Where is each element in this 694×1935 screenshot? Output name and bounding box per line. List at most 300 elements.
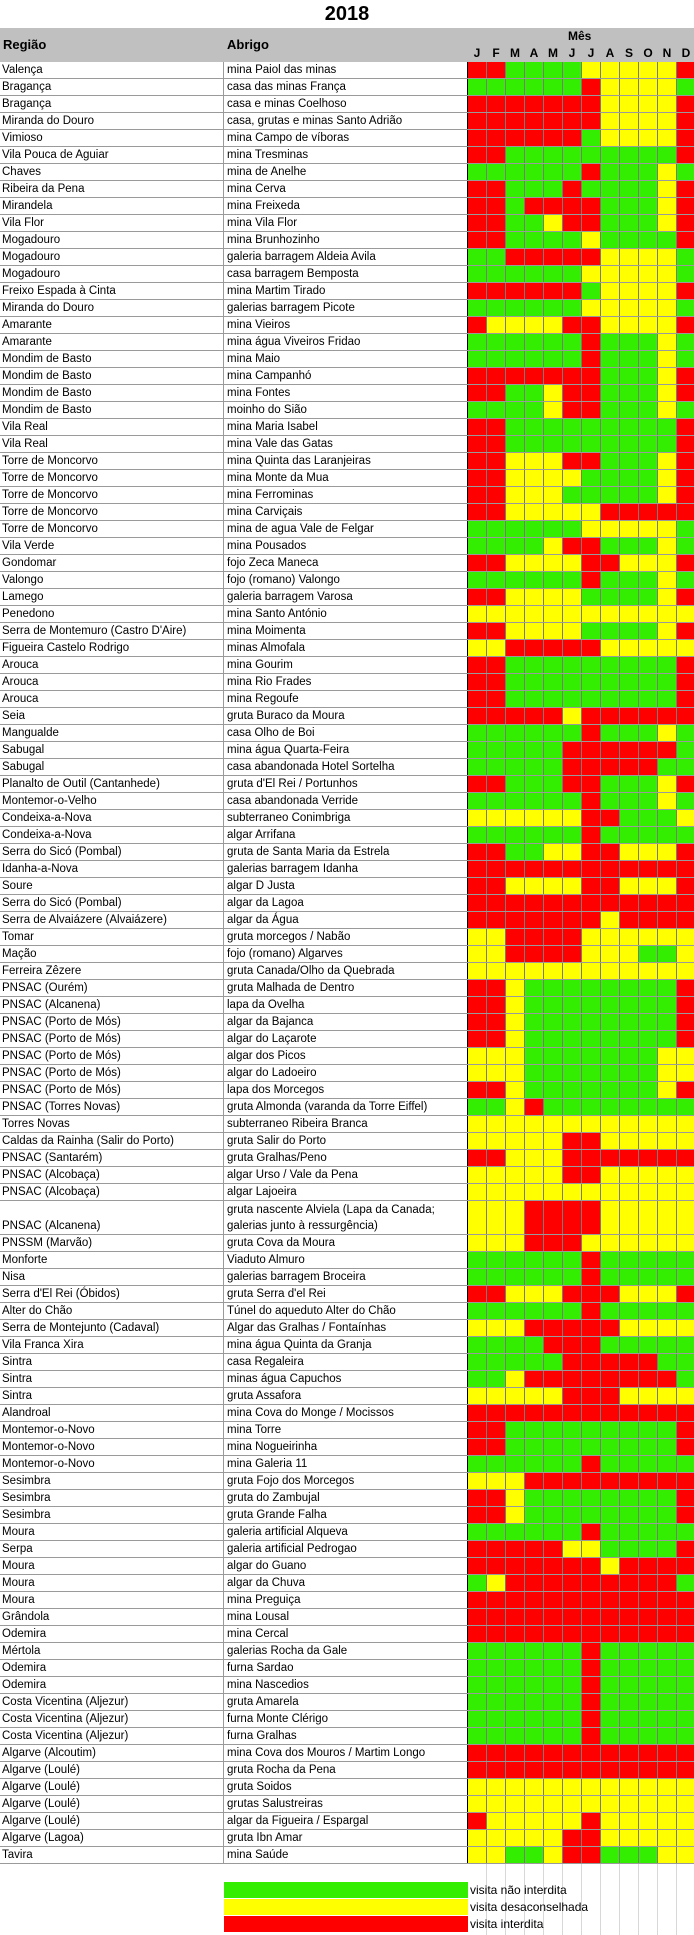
month-status-cell[interactable]: [468, 1558, 487, 1574]
month-status-cell[interactable]: [658, 1048, 677, 1064]
month-status-cell[interactable]: [639, 878, 658, 894]
cell-regiao[interactable]: Planalto de Outil (Cantanhede): [0, 776, 224, 792]
month-status-cell[interactable]: [544, 1014, 563, 1030]
month-status-cell[interactable]: [658, 1473, 677, 1489]
month-status-cell[interactable]: [544, 113, 563, 129]
month-status-cell[interactable]: [487, 1830, 506, 1846]
month-status-cell[interactable]: [468, 164, 487, 180]
month-status-cell[interactable]: [620, 1184, 639, 1200]
cell-abrigo[interactable]: Algar das Gralhas / Fontaínhas: [224, 1320, 468, 1336]
month-status-cell[interactable]: [506, 1813, 525, 1829]
cell-regiao[interactable]: PNSAC (Alcobaça): [0, 1167, 224, 1183]
cell-abrigo[interactable]: mina água Viveiros Fridao: [224, 334, 468, 350]
month-status-cell[interactable]: [487, 130, 506, 146]
month-status-cell[interactable]: [487, 1490, 506, 1506]
month-status-cell[interactable]: [620, 1048, 639, 1064]
month-status-cell[interactable]: [639, 334, 658, 350]
month-status-cell[interactable]: [601, 1813, 620, 1829]
month-status-cell[interactable]: [582, 708, 601, 724]
month-status-cell[interactable]: [658, 1439, 677, 1455]
month-status-cell[interactable]: [601, 1133, 620, 1149]
cell-abrigo[interactable]: galeria barragem Aldeia Avila: [224, 249, 468, 265]
month-status-cell[interactable]: [601, 1847, 620, 1863]
month-status-cell[interactable]: [506, 1558, 525, 1574]
month-status-cell[interactable]: [525, 929, 544, 945]
cell-abrigo[interactable]: gruta morcegos / Nabão: [224, 929, 468, 945]
month-status-cell[interactable]: [620, 283, 639, 299]
month-status-cell[interactable]: [639, 623, 658, 639]
month-status-cell[interactable]: [658, 1694, 677, 1710]
month-status-cell[interactable]: [563, 130, 582, 146]
month-status-cell[interactable]: [525, 1235, 544, 1251]
month-status-cell[interactable]: [544, 62, 563, 78]
cell-regiao[interactable]: Vila Flor: [0, 215, 224, 231]
month-status-cell[interactable]: [677, 96, 694, 112]
month-status-cell[interactable]: [487, 1677, 506, 1693]
month-status-cell[interactable]: [487, 1252, 506, 1268]
month-status-cell[interactable]: [658, 521, 677, 537]
month-status-cell[interactable]: [601, 963, 620, 979]
month-status-cell[interactable]: [582, 572, 601, 588]
month-status-cell[interactable]: [506, 1065, 525, 1081]
month-status-cell[interactable]: [582, 742, 601, 758]
month-status-cell[interactable]: [639, 674, 658, 690]
month-status-cell[interactable]: [487, 606, 506, 622]
month-status-cell[interactable]: [639, 1201, 658, 1234]
month-status-cell[interactable]: [468, 147, 487, 163]
cell-regiao[interactable]: Seia: [0, 708, 224, 724]
month-status-cell[interactable]: [487, 657, 506, 673]
month-status-cell[interactable]: [601, 368, 620, 384]
month-status-cell[interactable]: [544, 980, 563, 996]
month-status-cell[interactable]: [544, 1065, 563, 1081]
month-status-cell[interactable]: [582, 997, 601, 1013]
month-status-cell[interactable]: [677, 1677, 694, 1693]
month-status-cell[interactable]: [601, 878, 620, 894]
month-status-cell[interactable]: [506, 963, 525, 979]
month-status-cell[interactable]: [639, 1830, 658, 1846]
month-status-cell[interactable]: [601, 861, 620, 877]
month-status-cell[interactable]: [544, 300, 563, 316]
month-status-cell[interactable]: [468, 1473, 487, 1489]
month-status-cell[interactable]: [468, 1677, 487, 1693]
month-status-cell[interactable]: [658, 997, 677, 1013]
month-status-cell[interactable]: [601, 1201, 620, 1234]
month-status-cell[interactable]: [468, 1201, 487, 1234]
cell-regiao[interactable]: Monforte: [0, 1252, 224, 1268]
month-status-cell[interactable]: [525, 113, 544, 129]
month-status-cell[interactable]: [601, 164, 620, 180]
month-status-cell[interactable]: [658, 1354, 677, 1370]
month-status-cell[interactable]: [639, 147, 658, 163]
month-status-cell[interactable]: [487, 1643, 506, 1659]
month-status-cell[interactable]: [525, 317, 544, 333]
month-status-cell[interactable]: [487, 1524, 506, 1540]
month-status-cell[interactable]: [506, 453, 525, 469]
cell-regiao[interactable]: Condeixa-a-Nova: [0, 827, 224, 843]
month-status-cell[interactable]: [468, 1048, 487, 1064]
month-status-cell[interactable]: [544, 674, 563, 690]
month-status-cell[interactable]: [620, 1337, 639, 1353]
month-status-cell[interactable]: [487, 1048, 506, 1064]
month-status-cell[interactable]: [468, 96, 487, 112]
month-status-cell[interactable]: [639, 606, 658, 622]
month-status-cell[interactable]: [544, 1354, 563, 1370]
month-status-cell[interactable]: [639, 1065, 658, 1081]
month-status-cell[interactable]: [468, 538, 487, 554]
month-status-cell[interactable]: [563, 1235, 582, 1251]
month-status-cell[interactable]: [620, 708, 639, 724]
month-status-cell[interactable]: [487, 1405, 506, 1421]
month-status-cell[interactable]: [525, 946, 544, 962]
month-status-cell[interactable]: [487, 1507, 506, 1523]
month-status-cell[interactable]: [544, 708, 563, 724]
month-status-cell[interactable]: [639, 351, 658, 367]
month-status-cell[interactable]: [601, 1524, 620, 1540]
month-status-cell[interactable]: [468, 79, 487, 95]
month-status-cell[interactable]: [658, 1592, 677, 1608]
month-status-cell[interactable]: [563, 283, 582, 299]
month-status-cell[interactable]: [639, 895, 658, 911]
month-status-cell[interactable]: [601, 1439, 620, 1455]
month-status-cell[interactable]: [601, 1422, 620, 1438]
cell-regiao[interactable]: Mogadouro: [0, 232, 224, 248]
month-status-cell[interactable]: [601, 1558, 620, 1574]
month-status-cell[interactable]: [487, 62, 506, 78]
month-status-cell[interactable]: [620, 844, 639, 860]
cell-abrigo[interactable]: subterraneo Ribeira Branca: [224, 1116, 468, 1132]
month-status-cell[interactable]: [658, 861, 677, 877]
month-status-cell[interactable]: [506, 759, 525, 775]
month-status-cell[interactable]: [658, 1524, 677, 1540]
month-status-cell[interactable]: [506, 1286, 525, 1302]
month-status-cell[interactable]: [582, 283, 601, 299]
month-status-cell[interactable]: [658, 827, 677, 843]
month-status-cell[interactable]: [506, 1609, 525, 1625]
month-status-cell[interactable]: [582, 623, 601, 639]
cell-regiao[interactable]: Mogadouro: [0, 249, 224, 265]
month-status-cell[interactable]: [620, 1847, 639, 1863]
cell-abrigo[interactable]: gruta Malhada de Dentro: [224, 980, 468, 996]
month-status-cell[interactable]: [620, 1252, 639, 1268]
month-status-cell[interactable]: [658, 1116, 677, 1132]
month-status-cell[interactable]: [468, 929, 487, 945]
month-status-cell[interactable]: [639, 776, 658, 792]
month-status-cell[interactable]: [544, 334, 563, 350]
month-status-cell[interactable]: [620, 79, 639, 95]
month-status-cell[interactable]: [639, 912, 658, 928]
month-status-cell[interactable]: [563, 844, 582, 860]
month-status-cell[interactable]: [563, 589, 582, 605]
month-status-cell[interactable]: [677, 1660, 694, 1676]
month-status-cell[interactable]: [658, 1303, 677, 1319]
month-status-cell[interactable]: [620, 147, 639, 163]
month-status-cell[interactable]: [563, 1320, 582, 1336]
month-status-cell[interactable]: [601, 1354, 620, 1370]
month-status-cell[interactable]: [468, 1082, 487, 1098]
month-status-cell[interactable]: [582, 1235, 601, 1251]
month-status-cell[interactable]: [639, 844, 658, 860]
month-status-cell[interactable]: [620, 419, 639, 435]
month-status-cell[interactable]: [525, 521, 544, 537]
month-status-cell[interactable]: [601, 1541, 620, 1557]
month-status-cell[interactable]: [506, 1779, 525, 1795]
month-status-cell[interactable]: [468, 368, 487, 384]
month-status-cell[interactable]: [639, 1252, 658, 1268]
month-status-cell[interactable]: [544, 1303, 563, 1319]
month-status-cell[interactable]: [487, 1626, 506, 1642]
month-status-cell[interactable]: [582, 436, 601, 452]
month-status-cell[interactable]: [525, 776, 544, 792]
month-status-cell[interactable]: [525, 266, 544, 282]
month-status-cell[interactable]: [487, 708, 506, 724]
month-status-cell[interactable]: [677, 368, 694, 384]
month-status-cell[interactable]: [468, 674, 487, 690]
month-status-cell[interactable]: [563, 1252, 582, 1268]
month-status-cell[interactable]: [620, 317, 639, 333]
month-status-cell[interactable]: [544, 793, 563, 809]
cell-abrigo[interactable]: algar Arrifana: [224, 827, 468, 843]
month-status-cell[interactable]: [544, 742, 563, 758]
month-status-cell[interactable]: [582, 946, 601, 962]
month-status-cell[interactable]: [620, 759, 639, 775]
month-status-cell[interactable]: [544, 1490, 563, 1506]
cell-regiao[interactable]: PNSAC (Porto de Mós): [0, 1065, 224, 1081]
month-status-cell[interactable]: [468, 946, 487, 962]
month-status-cell[interactable]: [620, 1133, 639, 1149]
month-status-cell[interactable]: [563, 1422, 582, 1438]
month-status-cell[interactable]: [506, 504, 525, 520]
month-status-cell[interactable]: [677, 1252, 694, 1268]
month-status-cell[interactable]: [582, 963, 601, 979]
month-status-cell[interactable]: [468, 1609, 487, 1625]
month-status-cell[interactable]: [620, 742, 639, 758]
month-status-cell[interactable]: [601, 912, 620, 928]
cell-regiao[interactable]: PNSAC (Alcobaça): [0, 1184, 224, 1200]
month-status-cell[interactable]: [563, 1337, 582, 1353]
month-status-cell[interactable]: [620, 1677, 639, 1693]
month-status-cell[interactable]: [506, 1201, 525, 1234]
month-status-cell[interactable]: [468, 878, 487, 894]
month-status-cell[interactable]: [677, 742, 694, 758]
month-status-cell[interactable]: [468, 215, 487, 231]
month-status-cell[interactable]: [620, 861, 639, 877]
month-status-cell[interactable]: [544, 623, 563, 639]
cell-abrigo[interactable]: algar da Figueira / Espargal: [224, 1813, 468, 1829]
month-status-cell[interactable]: [563, 963, 582, 979]
month-status-cell[interactable]: [658, 317, 677, 333]
month-status-cell[interactable]: [677, 691, 694, 707]
month-status-cell[interactable]: [601, 1235, 620, 1251]
month-status-cell[interactable]: [487, 572, 506, 588]
month-status-cell[interactable]: [677, 1626, 694, 1642]
month-status-cell[interactable]: [563, 980, 582, 996]
month-status-cell[interactable]: [506, 1031, 525, 1047]
month-status-cell[interactable]: [639, 1847, 658, 1863]
month-status-cell[interactable]: [620, 1575, 639, 1591]
month-status-cell[interactable]: [677, 436, 694, 452]
month-status-cell[interactable]: [639, 1337, 658, 1353]
month-status-cell[interactable]: [487, 1337, 506, 1353]
month-status-cell[interactable]: [620, 895, 639, 911]
month-status-cell[interactable]: [544, 1524, 563, 1540]
month-status-cell[interactable]: [658, 1745, 677, 1761]
month-status-cell[interactable]: [582, 1490, 601, 1506]
month-status-cell[interactable]: [525, 997, 544, 1013]
month-status-cell[interactable]: [506, 657, 525, 673]
month-status-cell[interactable]: [639, 113, 658, 129]
month-status-cell[interactable]: [468, 827, 487, 843]
month-status-cell[interactable]: [582, 1337, 601, 1353]
cell-abrigo[interactable]: mina Cerva: [224, 181, 468, 197]
cell-abrigo[interactable]: mina Paiol das minas: [224, 62, 468, 78]
month-status-cell[interactable]: [506, 317, 525, 333]
month-status-cell[interactable]: [677, 1014, 694, 1030]
month-status-cell[interactable]: [639, 317, 658, 333]
month-status-cell[interactable]: [677, 453, 694, 469]
month-status-cell[interactable]: [677, 555, 694, 571]
month-status-cell[interactable]: [620, 929, 639, 945]
month-status-cell[interactable]: [677, 487, 694, 503]
month-status-cell[interactable]: [582, 1150, 601, 1166]
month-status-cell[interactable]: [620, 368, 639, 384]
month-status-cell[interactable]: [525, 674, 544, 690]
month-status-cell[interactable]: [601, 623, 620, 639]
month-status-cell[interactable]: [468, 1320, 487, 1336]
cell-abrigo[interactable]: mina Ferrominas: [224, 487, 468, 503]
month-status-cell[interactable]: [658, 1388, 677, 1404]
month-status-cell[interactable]: [468, 249, 487, 265]
cell-regiao[interactable]: Serra do Sicó (Pombal): [0, 844, 224, 860]
cell-abrigo[interactable]: fojo Zeca Maneca: [224, 555, 468, 571]
month-status-cell[interactable]: [487, 79, 506, 95]
month-status-cell[interactable]: [468, 1507, 487, 1523]
month-status-cell[interactable]: [506, 334, 525, 350]
month-status-cell[interactable]: [487, 691, 506, 707]
month-status-cell[interactable]: [620, 1813, 639, 1829]
month-status-cell[interactable]: [620, 266, 639, 282]
cell-abrigo[interactable]: casa das minas França: [224, 79, 468, 95]
month-status-cell[interactable]: [468, 572, 487, 588]
month-status-cell[interactable]: [487, 1235, 506, 1251]
cell-abrigo[interactable]: subterraneo Conimbriga: [224, 810, 468, 826]
month-status-cell[interactable]: [487, 1116, 506, 1132]
month-status-cell[interactable]: [468, 453, 487, 469]
month-status-cell[interactable]: [601, 1609, 620, 1625]
month-status-cell[interactable]: [620, 1201, 639, 1234]
month-status-cell[interactable]: [468, 708, 487, 724]
month-status-cell[interactable]: [563, 1065, 582, 1081]
month-status-cell[interactable]: [677, 1609, 694, 1625]
month-status-cell[interactable]: [620, 1626, 639, 1642]
month-status-cell[interactable]: [468, 113, 487, 129]
month-status-cell[interactable]: [563, 470, 582, 486]
month-status-cell[interactable]: [525, 436, 544, 452]
month-status-cell[interactable]: [658, 1711, 677, 1727]
month-status-cell[interactable]: [563, 351, 582, 367]
cell-regiao[interactable]: Montemor-o-Velho: [0, 793, 224, 809]
month-status-cell[interactable]: [658, 810, 677, 826]
month-status-cell[interactable]: [582, 725, 601, 741]
month-status-cell[interactable]: [506, 1048, 525, 1064]
month-status-cell[interactable]: [487, 453, 506, 469]
cell-regiao[interactable]: Nisa: [0, 1269, 224, 1285]
month-status-cell[interactable]: [582, 657, 601, 673]
month-status-cell[interactable]: [658, 1286, 677, 1302]
month-status-cell[interactable]: [544, 96, 563, 112]
month-status-cell[interactable]: [601, 1575, 620, 1591]
month-status-cell[interactable]: [658, 1490, 677, 1506]
month-status-cell[interactable]: [677, 657, 694, 673]
month-status-cell[interactable]: [544, 1337, 563, 1353]
month-status-cell[interactable]: [601, 1592, 620, 1608]
month-status-cell[interactable]: [582, 1014, 601, 1030]
month-status-cell[interactable]: [506, 62, 525, 78]
cell-regiao[interactable]: Sintra: [0, 1388, 224, 1404]
month-status-cell[interactable]: [677, 1745, 694, 1761]
month-status-cell[interactable]: [506, 79, 525, 95]
month-status-cell[interactable]: [601, 113, 620, 129]
month-status-cell[interactable]: [582, 1626, 601, 1642]
month-status-cell[interactable]: [468, 1626, 487, 1642]
month-status-cell[interactable]: [620, 1728, 639, 1744]
month-status-cell[interactable]: [468, 1711, 487, 1727]
month-status-cell[interactable]: [563, 742, 582, 758]
month-status-cell[interactable]: [506, 691, 525, 707]
month-status-cell[interactable]: [525, 1473, 544, 1489]
month-status-cell[interactable]: [582, 1677, 601, 1693]
month-status-cell[interactable]: [582, 317, 601, 333]
month-status-cell[interactable]: [677, 674, 694, 690]
cell-regiao[interactable]: Tavira: [0, 1847, 224, 1863]
cell-regiao[interactable]: Miranda do Douro: [0, 113, 224, 129]
month-status-cell[interactable]: [620, 1745, 639, 1761]
month-status-cell[interactable]: [487, 1779, 506, 1795]
month-status-cell[interactable]: [544, 725, 563, 741]
month-status-cell[interactable]: [658, 589, 677, 605]
month-status-cell[interactable]: [639, 1048, 658, 1064]
month-status-cell[interactable]: [620, 334, 639, 350]
month-status-cell[interactable]: [677, 1558, 694, 1574]
month-status-cell[interactable]: [506, 1133, 525, 1149]
month-status-cell[interactable]: [620, 1014, 639, 1030]
cell-regiao[interactable]: Mondim de Basto: [0, 368, 224, 384]
cell-abrigo[interactable]: mina Vila Flor: [224, 215, 468, 231]
month-status-cell[interactable]: [658, 674, 677, 690]
cell-abrigo[interactable]: Viaduto Almuro: [224, 1252, 468, 1268]
month-status-cell[interactable]: [677, 572, 694, 588]
month-status-cell[interactable]: [525, 1456, 544, 1472]
month-status-cell[interactable]: [506, 1116, 525, 1132]
month-status-cell[interactable]: [468, 1235, 487, 1251]
month-status-cell[interactable]: [544, 1609, 563, 1625]
cell-abrigo[interactable]: mina Fontes: [224, 385, 468, 401]
month-status-cell[interactable]: [620, 674, 639, 690]
month-status-cell[interactable]: [506, 572, 525, 588]
month-status-cell[interactable]: [639, 198, 658, 214]
month-status-cell[interactable]: [639, 79, 658, 95]
month-status-cell[interactable]: [563, 419, 582, 435]
month-status-cell[interactable]: [658, 351, 677, 367]
month-status-cell[interactable]: [525, 1728, 544, 1744]
month-status-cell[interactable]: [582, 861, 601, 877]
month-status-cell[interactable]: [639, 232, 658, 248]
month-status-cell[interactable]: [525, 691, 544, 707]
month-status-cell[interactable]: [620, 912, 639, 928]
month-status-cell[interactable]: [525, 1558, 544, 1574]
month-status-cell[interactable]: [601, 249, 620, 265]
cell-regiao[interactable]: Vila Pouca de Aguiar: [0, 147, 224, 163]
